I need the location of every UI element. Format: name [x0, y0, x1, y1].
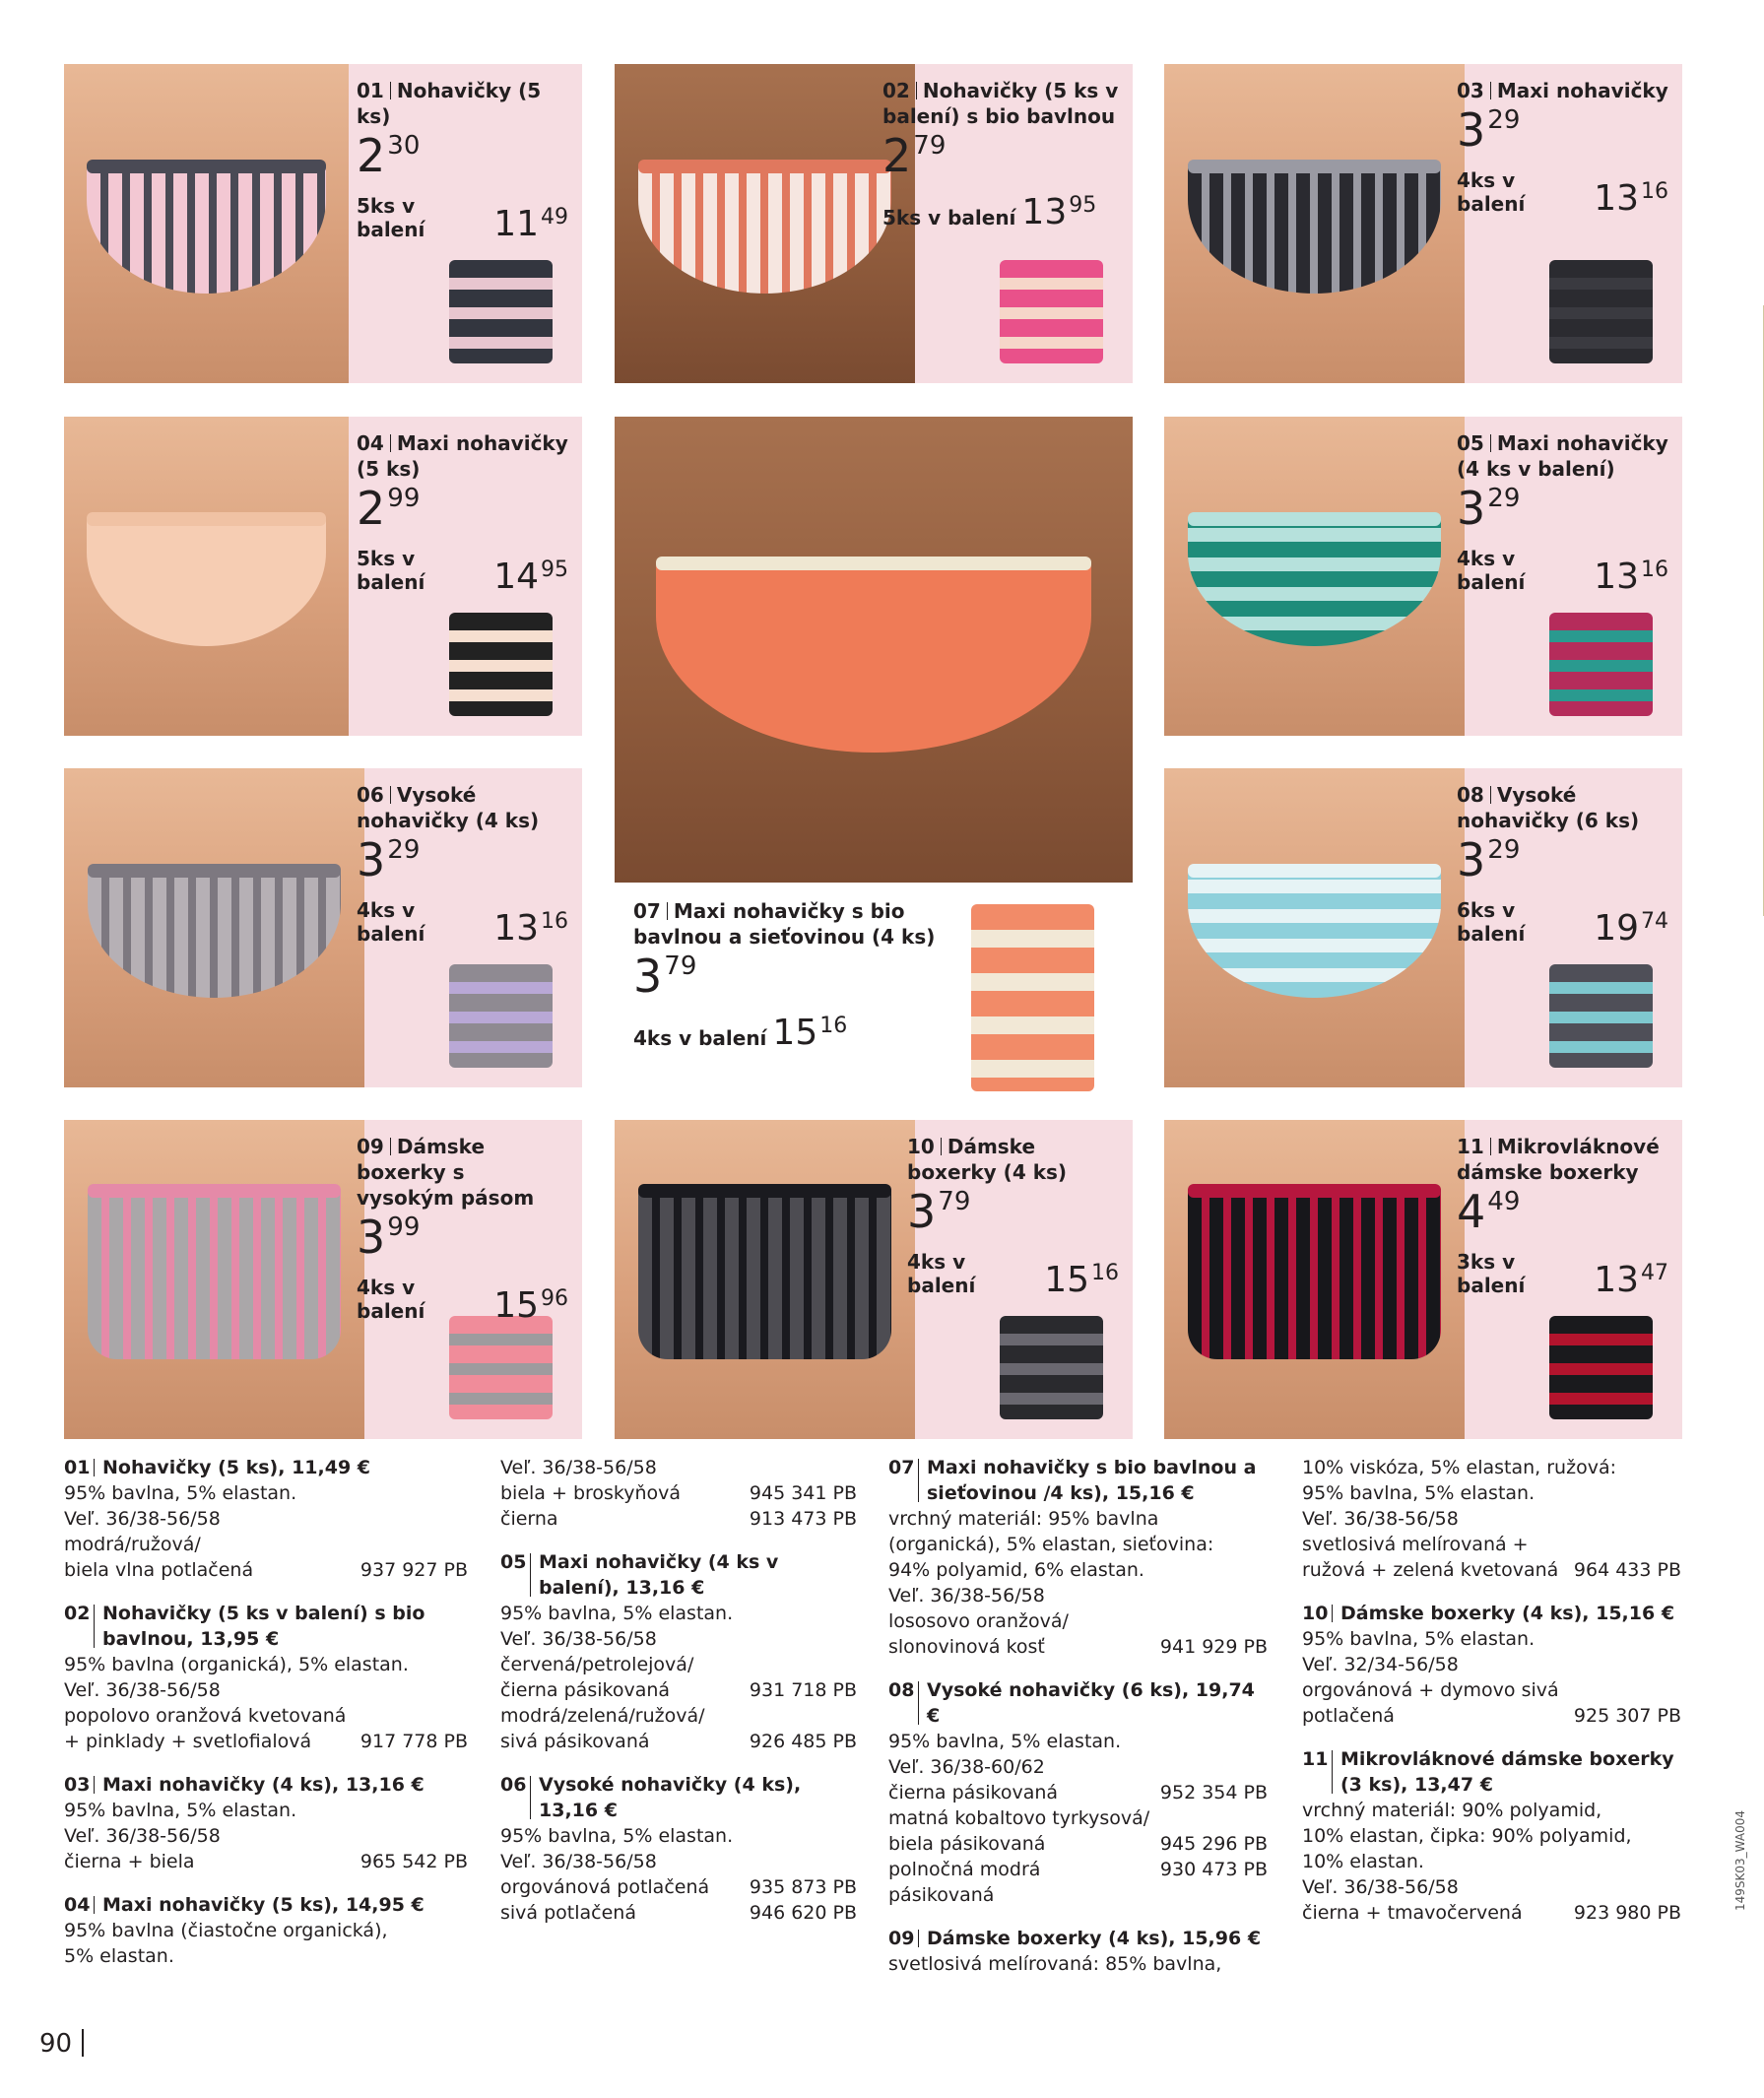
product-tile-03[interactable] [1164, 64, 1682, 383]
variant-row: čierna pásikovaná 931 718 PB [500, 1679, 857, 1701]
product-code: 913 473 PB [749, 1508, 857, 1530]
product-code: 917 778 PB [359, 1731, 468, 1752]
detail-line: vrchný materiál: 95% bavlna [888, 1508, 1159, 1530]
detail-number: 11 [1302, 1748, 1329, 1770]
product-number: 09 [357, 1135, 384, 1158]
garment [638, 160, 890, 294]
product-code: 925 307 PB [1573, 1705, 1681, 1727]
variant-row: biela pásikovaná 945 296 PB [888, 1833, 1268, 1855]
waistband [1188, 512, 1440, 526]
variant-row: ružová + zelená kvetovaná 964 433 PB [1302, 1559, 1681, 1581]
product-info-07 [633, 898, 939, 1053]
variant-row: potlačená 925 307 PB [1302, 1705, 1681, 1727]
detail-number: 07 [888, 1457, 915, 1478]
product-title: Mikrovláknové dámske boxerky [1457, 1135, 1660, 1184]
variant-row: modrá/zelená/ružová/ [500, 1705, 705, 1727]
product-title: Dámske boxerky s vysokým pásom [357, 1135, 535, 1210]
garment [87, 160, 326, 294]
product-detail-06 [500, 1772, 857, 1926]
product-title: Maxi nohavičky [1496, 79, 1668, 102]
detail-line: Veľ. 32/34-56/58 [1302, 1654, 1459, 1675]
detail-number: 02 [64, 1603, 91, 1624]
details-column-3 [888, 1455, 1268, 1995]
pack-photo [1000, 1316, 1103, 1419]
detail-line: orgovánová + dymovo sivá [1302, 1679, 1559, 1701]
details-column-2 [500, 1455, 857, 1943]
pack-price: 6ks v balení 19 74 [1457, 898, 1668, 949]
detail-line: 10% elastan, čipka: 90% polyamid, [1302, 1825, 1632, 1847]
unit-price: 2 79 [882, 129, 947, 182]
product-detail-04 [64, 1892, 468, 1969]
unit-price: 3 79 [633, 950, 697, 1003]
waistband [656, 557, 1091, 570]
detail-title: Maxi nohavičky (5 ks), 14,95 € [102, 1894, 425, 1916]
detail-line: svetlosivá melírovaná + [1302, 1534, 1529, 1555]
product-tile-05[interactable] [1164, 417, 1682, 736]
detail-line: Veľ. 36/38-56/58 [1302, 1876, 1459, 1898]
garment [1188, 512, 1440, 646]
detail-line: Veľ. 36/38-56/58 [1302, 1508, 1459, 1530]
variant-row: biela vlna potlačená 937 927 PB [64, 1559, 468, 1581]
product-title: Nohavičky (5 ks) [357, 79, 542, 128]
garment [88, 1184, 340, 1359]
pack-price: 5ks v balení 11 49 [357, 194, 568, 244]
detail-line: Veľ. 36/38-56/58 [888, 1585, 1045, 1606]
product-title: Dámske boxerky (4 ks) [907, 1135, 1068, 1184]
waistband [1188, 864, 1440, 878]
product-tile-07[interactable] [615, 417, 1133, 883]
waistband [87, 512, 326, 526]
detail-line: 95% bavlna, 5% elastan. [64, 1800, 297, 1821]
product-title: Maxi nohavičky s bio bavlnou a sieťovinou (4 ks) [633, 899, 936, 949]
garment [656, 557, 1091, 753]
variant-row: čierna 913 473 PB [500, 1508, 857, 1530]
detail-title: Dámske boxerky (4 ks), 15,16 € [1340, 1603, 1675, 1624]
product-detail-continued [500, 1455, 857, 1532]
detail-number: 01 [64, 1457, 91, 1478]
product-code: 945 341 PB [749, 1482, 857, 1504]
product-number: 07 [633, 899, 661, 923]
pack-price: 4ks v balení 15 16 [633, 1013, 848, 1053]
detail-title: Dámske boxerky (4 ks), 15,96 € [927, 1928, 1262, 1949]
product-info-06 [357, 782, 568, 949]
model-photo [1164, 64, 1465, 383]
product-code: 923 980 PB [1573, 1902, 1681, 1924]
product-info-10 [907, 1134, 1119, 1300]
waistband [638, 1184, 890, 1198]
product-code: 965 542 PB [359, 1851, 468, 1872]
waistband [87, 160, 326, 173]
detail-line: 95% bavlna, 5% elastan. [1302, 1482, 1535, 1504]
detail-line: lososovo oranžová/ [888, 1610, 1069, 1632]
model-photo [64, 417, 349, 736]
model-photo [1164, 417, 1465, 736]
detail-line: 95% bavlna, 5% elastan. [888, 1731, 1122, 1752]
product-tile-09[interactable] [64, 1120, 582, 1439]
garment [87, 512, 326, 646]
detail-title: Vysoké nohavičky (6 ks), 19,74 € [927, 1679, 1255, 1727]
product-detail-10 [1302, 1601, 1681, 1729]
pack-price: 5ks v balení 14 95 [357, 547, 568, 597]
detail-line: Veľ. 36/38-56/58 [500, 1457, 657, 1478]
model-photo [615, 1120, 915, 1439]
product-info-11 [1457, 1134, 1668, 1300]
detail-line: Veľ. 36/38-56/58 [500, 1851, 657, 1872]
product-code: 930 473 PB [1159, 1859, 1268, 1880]
pack-price: 4ks v balení 13 16 [1457, 168, 1668, 219]
detail-line: vrchný materiál: 90% polyamid, [1302, 1800, 1602, 1821]
model-photo [64, 64, 349, 383]
product-code: 926 485 PB [749, 1731, 857, 1752]
model-photo [1164, 1120, 1465, 1439]
detail-title: Maxi nohavičky s bio bavlnou a sieťovinou /4 ks), 15,16 € [927, 1457, 1257, 1504]
garment [638, 1184, 890, 1359]
detail-title: Mikrovláknové dámske boxerky (3 ks), 13,47 € [1340, 1748, 1674, 1796]
product-tile-04[interactable] [64, 417, 582, 736]
unit-price: 2 30 [357, 129, 421, 182]
product-detail-08 [888, 1677, 1268, 1908]
page-number: 90 [39, 2029, 84, 2059]
variant-row: matná kobaltovo tyrkysová/ [888, 1807, 1150, 1829]
pack-price: 4ks v balení 13 16 [1457, 547, 1668, 597]
waistband [1188, 160, 1440, 173]
product-detail-07 [888, 1455, 1268, 1660]
detail-title: Nohavičky (5 ks v balení) s bio bavlnou, 13,95 € [102, 1603, 425, 1650]
pack-photo [971, 904, 1094, 1091]
product-tile-06[interactable] [64, 768, 582, 1087]
detail-line: červená/petrolejová/ [500, 1654, 694, 1675]
garment [1188, 1184, 1440, 1359]
product-number: 08 [1457, 783, 1484, 807]
product-code: 945 296 PB [1159, 1833, 1268, 1855]
unit-price: 3 29 [1457, 833, 1521, 886]
product-info-09 [357, 1134, 568, 1326]
product-title: Maxi nohavičky (4 ks v balení) [1457, 431, 1668, 481]
detail-line: svetlosivá melírovaná: 85% bavlna, [888, 1953, 1222, 1975]
detail-number: 09 [888, 1928, 915, 1949]
product-info-08 [1457, 782, 1668, 949]
product-title: Vysoké nohavičky (6 ks) [1457, 783, 1640, 832]
detail-line: 10% viskóza, 5% elastan, ružová: [1302, 1457, 1616, 1478]
product-number: 02 [882, 79, 910, 102]
variant-row: sivá pásikovaná 926 485 PB [500, 1731, 857, 1752]
product-title: Vysoké nohavičky (4 ks) [357, 783, 540, 832]
pack-photo [1549, 613, 1653, 716]
product-code: 937 927 PB [359, 1559, 468, 1581]
product-number: 01 [357, 79, 384, 102]
pack-photo [1549, 260, 1653, 363]
model-photo [64, 768, 364, 1087]
product-info-05 [1457, 430, 1668, 597]
product-code: 941 929 PB [1159, 1636, 1268, 1658]
product-detail-01 [64, 1455, 468, 1583]
detail-line: Veľ. 36/38-56/58 [64, 1508, 221, 1530]
product-info-02 [882, 78, 1119, 232]
pack-photo [1000, 260, 1103, 363]
pack-photo [1549, 964, 1653, 1068]
detail-title: Maxi nohavičky (4 ks v balení), 13,16 € [539, 1551, 779, 1599]
product-info-04 [357, 430, 568, 597]
waistband [638, 160, 890, 173]
variant-row: polnočná modrá pásikovaná 930 473 PB [888, 1859, 1268, 1906]
variant-row: sivá potlačená 946 620 PB [500, 1902, 857, 1924]
detail-number: 03 [64, 1774, 91, 1796]
product-detail-05 [500, 1549, 857, 1754]
product-title: Maxi nohavičky (5 ks) [357, 431, 568, 481]
product-number: 11 [1457, 1135, 1484, 1158]
variant-row: slonovinová kosť 941 929 PB [888, 1636, 1268, 1658]
product-code: 935 873 PB [749, 1876, 857, 1898]
detail-line: popolovo oranžová kvetovaná [64, 1705, 347, 1727]
unit-price: 3 29 [1457, 482, 1521, 535]
detail-number: 06 [500, 1774, 527, 1796]
pack-photo [1549, 1316, 1653, 1419]
detail-line: 95% bavlna, 5% elastan. [500, 1603, 734, 1624]
variant-row: čierna + tmavočervená 923 980 PB [1302, 1902, 1681, 1924]
model-photo [64, 1120, 364, 1439]
product-detail-03 [64, 1772, 468, 1874]
product-number: 05 [1457, 431, 1484, 455]
product-number: 03 [1457, 79, 1484, 102]
product-code: 946 620 PB [749, 1902, 857, 1924]
detail-number: 05 [500, 1551, 527, 1573]
detail-number: 10 [1302, 1603, 1329, 1624]
waistband [88, 864, 340, 878]
garment [88, 864, 340, 998]
pack-price: 3ks v balení 13 47 [1457, 1250, 1668, 1300]
pack-price: 4ks v balení 13 16 [357, 898, 568, 949]
variant-row: biela + broskyňová 945 341 PB [500, 1482, 857, 1504]
detail-number: 04 [64, 1894, 91, 1916]
variant-row: čierna + biela 965 542 PB [64, 1851, 468, 1872]
waistband [1188, 1184, 1440, 1198]
detail-line: modrá/ružová/ [64, 1534, 201, 1555]
detail-line: Veľ. 36/38-56/58 [64, 1825, 221, 1847]
detail-line: 95% bavlna (čiastočne organická), [64, 1920, 388, 1941]
detail-line: 94% polyamid, 6% elastan. [888, 1559, 1144, 1581]
unit-price: 3 79 [907, 1185, 971, 1238]
detail-line: 95% bavlna, 5% elastan. [1302, 1628, 1535, 1650]
variant-row: + pinklady + svetlofialová 917 778 PB [64, 1731, 468, 1752]
waistband [88, 1184, 340, 1198]
unit-price: 4 49 [1457, 1185, 1521, 1238]
pack-price: 4ks v balení 15 96 [357, 1276, 568, 1326]
product-info-03 [1457, 78, 1668, 219]
product-code: 931 718 PB [749, 1679, 857, 1701]
pack-photo [449, 260, 553, 363]
pack-photo [449, 613, 553, 716]
product-detail-continued [1302, 1455, 1681, 1583]
detail-line: 5% elastan. [64, 1945, 174, 1967]
details-column-4 [1302, 1455, 1681, 1943]
detail-title: Nohavičky (5 ks), 11,49 € [102, 1457, 371, 1478]
product-code: 964 433 PB [1573, 1559, 1681, 1581]
product-code: 952 354 PB [1159, 1782, 1268, 1803]
detail-title: Vysoké nohavičky (4 ks), 13,16 € [539, 1774, 802, 1821]
product-detail-09 [888, 1926, 1268, 1977]
detail-line: 95% bavlna, 5% elastan. [64, 1482, 297, 1504]
model-photo [615, 64, 915, 383]
product-tile-10[interactable] [615, 1120, 1133, 1439]
side-code: 149SK03_WA004 [1733, 1810, 1747, 1911]
unit-price: 3 99 [357, 1211, 421, 1264]
pack-price: 5ks v balení 13 95 [882, 192, 1097, 232]
variant-row: čierna pásikovaná 952 354 PB [888, 1782, 1268, 1803]
model-photo [1164, 768, 1465, 1087]
detail-line: Veľ. 36/38-60/62 [888, 1756, 1045, 1778]
details-column-1 [64, 1455, 468, 1987]
pack-photo [449, 1316, 553, 1419]
product-info-01 [357, 78, 568, 244]
product-tile-08[interactable] [1164, 768, 1682, 1087]
product-tile-11[interactable] [1164, 1120, 1682, 1439]
product-detail-02 [64, 1601, 468, 1754]
product-number: 10 [907, 1135, 935, 1158]
detail-line: 95% bavlna (organická), 5% elastan. [64, 1654, 409, 1675]
unit-price: 3 29 [357, 833, 421, 886]
detail-line: 10% elastan. [1302, 1851, 1424, 1872]
garment [1188, 864, 1440, 998]
product-title: Nohavičky (5 ks v balení) s bio bavlnou [882, 79, 1119, 128]
pack-photo [449, 964, 553, 1068]
product-number: 04 [357, 431, 384, 455]
detail-line: Veľ. 36/38-56/58 [64, 1679, 221, 1701]
detail-number: 08 [888, 1679, 915, 1701]
product-detail-11 [1302, 1746, 1681, 1926]
detail-title: Maxi nohavičky (4 ks), 13,16 € [102, 1774, 425, 1796]
product-number: 06 [357, 783, 384, 807]
garment [1188, 160, 1440, 294]
unit-price: 3 29 [1457, 103, 1521, 157]
detail-line: 95% bavlna, 5% elastan. [500, 1825, 734, 1847]
detail-line: Veľ. 36/38-56/58 [500, 1628, 657, 1650]
unit-price: 2 99 [357, 482, 421, 535]
model-photo [615, 417, 1133, 883]
variant-row: orgovánová potlačená 935 873 PB [500, 1876, 857, 1898]
product-tile-01[interactable] [64, 64, 582, 383]
detail-line: (organická), 5% elastan, sieťovina: [888, 1534, 1214, 1555]
pack-price: 4ks v balení 15 16 [907, 1250, 1119, 1300]
product-tile-02[interactable] [615, 64, 1133, 383]
